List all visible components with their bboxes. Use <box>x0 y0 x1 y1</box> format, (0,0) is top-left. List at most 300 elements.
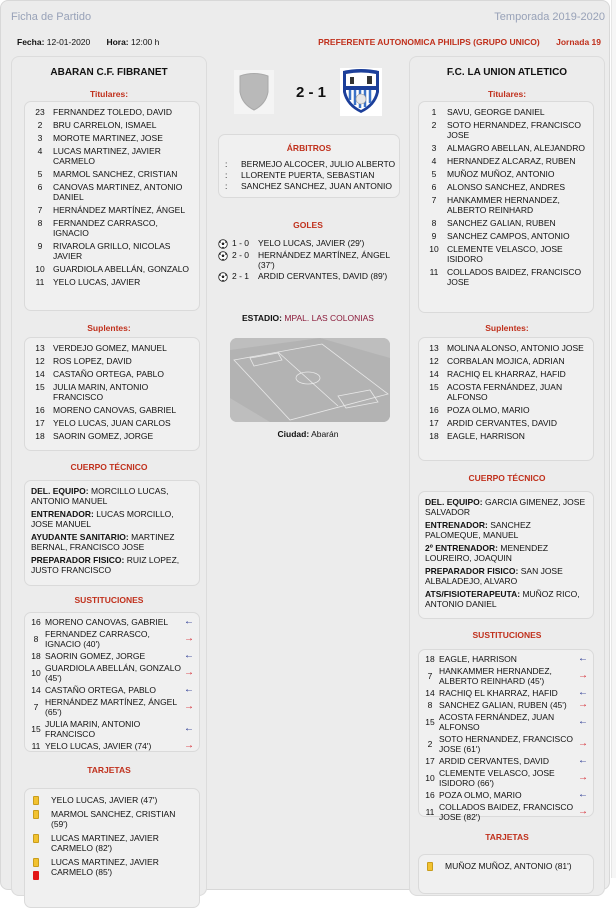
arrow-left-icon: ← <box>184 684 194 695</box>
home-starters-box <box>24 101 200 311</box>
player-name: ACOSTA FERNÁNDEZ, JUAN ALFONSO <box>447 382 563 402</box>
player-row[interactable] <box>31 431 193 441</box>
stadium-link[interactable]: MPAL. LAS COLONIAS <box>284 313 374 323</box>
sub-number: 18 <box>31 651 41 661</box>
staff-role: ENTRENADOR: <box>31 509 94 519</box>
away-bench-box <box>418 337 594 461</box>
sub-number: 10 <box>31 668 41 678</box>
player-number: 10 <box>35 264 45 274</box>
city-info <box>212 429 404 439</box>
player-row[interactable] <box>425 195 587 215</box>
yellow-card-icon <box>33 834 39 843</box>
staff-role: ENTRENADOR: <box>425 520 488 530</box>
referees-title: ÁRBITROS <box>286 143 332 153</box>
staff-name: MORCILLO LUCAS, ANTONIO MANUEL <box>31 486 169 506</box>
card-row <box>427 861 587 871</box>
player-name: RACHIQ EL KHARRAZ, HAFID <box>447 369 566 379</box>
sub-name: HANKAMMER HERNANDEZ, ALBERTO REINHARD (45') <box>439 666 552 686</box>
sub-number: 14 <box>31 685 41 695</box>
sub-number: 10 <box>425 773 435 783</box>
player-row[interactable] <box>31 343 193 353</box>
away-starters-box <box>418 101 594 313</box>
player-number: 15 <box>429 382 439 392</box>
stadium-pitch-image <box>230 338 390 422</box>
player-row[interactable] <box>425 405 587 415</box>
sub-name: ARDID CERVANTES, DAVID <box>439 756 550 766</box>
substitution-row <box>423 666 588 686</box>
la-union-crest-icon <box>340 68 382 116</box>
referees-list <box>225 159 395 192</box>
arrow-right-icon: → <box>184 701 194 712</box>
staff-name: MENENDEZ LOUREIRO, JOAQUIN <box>425 543 549 563</box>
staff-member <box>425 589 587 609</box>
sub-number: 8 <box>33 634 39 644</box>
player-row[interactable] <box>31 169 193 179</box>
sub-number: 8 <box>427 700 433 710</box>
arrow-right-icon: → <box>578 738 588 749</box>
goals-list <box>218 239 402 284</box>
player-row[interactable] <box>31 405 193 415</box>
soccer-ball-icon <box>218 272 228 282</box>
substitution-row <box>29 663 194 683</box>
date-value: 12-01-2020 <box>46 37 91 47</box>
card-player: MARMOL SANCHEZ, CRISTIAN (59') <box>51 809 176 829</box>
player-name: SAVU, GEORGE DANIEL <box>447 107 545 117</box>
player-row[interactable] <box>425 156 587 166</box>
player-name: CASTAÑO ORTEGA, PABLO <box>53 369 164 379</box>
away-subs-changes-title: SUSTITUCIONES <box>472 630 542 640</box>
staff-role: PREPARADOR FISICO: <box>425 566 519 576</box>
player-name: ARDID CERVANTES, DAVID <box>447 418 558 428</box>
goals-title: GOLES <box>293 220 323 230</box>
sub-number: 11 <box>425 807 435 817</box>
player-number: 1 <box>431 107 437 117</box>
staff-role: DEL. EQUIPO: <box>425 497 483 507</box>
player-row[interactable] <box>31 356 193 366</box>
player-name: CLEMENTE VELASCO, JOSE ISIDORO <box>447 244 563 264</box>
referee-colon: : <box>225 159 228 169</box>
player-number: 12 <box>35 356 45 366</box>
substitution-row <box>423 768 588 788</box>
player-row[interactable] <box>425 169 587 179</box>
round-label: Jornada 19 <box>556 37 601 47</box>
staff-role: 2º ENTRENADOR: <box>425 543 498 553</box>
referee-row <box>225 181 395 192</box>
referee-row <box>225 159 395 170</box>
player-number: 9 <box>431 231 437 241</box>
player-number: 12 <box>429 356 439 366</box>
sub-number: 16 <box>425 790 435 800</box>
sub-name: CASTAÑO ORTEGA, PABLO <box>45 685 156 695</box>
player-name: COLLADOS BAIDEZ, FRANCISCO JOSE <box>447 267 582 287</box>
home-subs-changes-title: SUSTITUCIONES <box>74 595 144 605</box>
goal-score: 1 - 0 <box>232 238 250 248</box>
competition-name: PREFERENTE AUTONOMICA PHILIPS (GRUPO UNICO) <box>318 37 540 47</box>
player-row[interactable] <box>425 369 587 379</box>
sub-number: 7 <box>33 702 39 712</box>
player-number: 16 <box>35 405 45 415</box>
home-starters-list <box>25 102 199 294</box>
arrow-right-icon: → <box>184 740 194 751</box>
staff-name: RUIZ LOPEZ, JUSTO FRANCISCO <box>31 555 180 575</box>
card-row <box>33 857 193 880</box>
sub-name: GUARDIOLA ABELLÁN, GONZALO (45') <box>45 663 182 683</box>
yellow-card-icon <box>33 796 39 805</box>
player-row[interactable] <box>31 264 193 274</box>
player-row[interactable] <box>31 369 193 379</box>
card-player: LUCAS MARTINEZ, JAVIER CARMELO (85') <box>51 857 159 877</box>
away-cards-list <box>419 855 593 879</box>
sub-name: MORENO CANOVAS, GABRIEL <box>45 617 169 627</box>
arrow-left-icon: ← <box>184 650 194 661</box>
staff-member <box>425 543 587 563</box>
soccer-ball-icon <box>218 251 228 261</box>
substitution-row <box>29 697 194 717</box>
player-name: HERNANDEZ ALCARAZ, RUBEN <box>447 156 576 166</box>
sub-name: SANCHEZ GALIAN, RUBEN (45') <box>439 700 567 710</box>
player-name: CANOVAS MARTINEZ, ANTONIO DANIEL <box>53 182 183 202</box>
arrow-left-icon: ← <box>578 687 588 698</box>
sub-name: YELO LUCAS, JAVIER (74') <box>45 741 152 751</box>
player-name: EAGLE, HARRISON <box>447 431 525 441</box>
player-number: 4 <box>431 156 437 166</box>
staff-member <box>31 532 193 552</box>
staff-name: SANCHEZ PALOMEQUE, MANUEL <box>425 520 531 540</box>
season-label: Temporada 2019-2020 <box>494 11 605 23</box>
referees-box <box>218 134 400 198</box>
player-name: POZA OLMO, MARIO <box>447 405 530 415</box>
player-name: MUÑOZ MUÑOZ, ANTONIO <box>447 169 555 179</box>
sub-number: 15 <box>31 724 41 734</box>
away-staff-list <box>419 492 593 617</box>
player-row[interactable] <box>425 418 587 428</box>
player-row[interactable] <box>425 343 587 353</box>
home-bench-box <box>24 337 200 451</box>
home-cards-box <box>24 788 200 908</box>
player-row[interactable] <box>425 218 587 228</box>
arrow-left-icon: ← <box>578 716 588 727</box>
away-substitutions-box <box>418 649 594 822</box>
soccer-ball-icon <box>218 239 228 249</box>
match-meta <box>17 37 601 49</box>
player-number: 18 <box>429 431 439 441</box>
player-row[interactable] <box>31 241 193 261</box>
staff-name: LUCAS MORCILLO, JOSE MANUEL <box>31 509 174 529</box>
player-name: FERNANDEZ TOLEDO, DAVID <box>53 107 173 117</box>
goal-scorer: YELO LUCAS, JAVIER (29') <box>258 238 365 248</box>
arrow-left-icon: ← <box>578 755 588 766</box>
away-staff-box <box>418 491 594 619</box>
sub-name: SOTO HERNANDEZ, FRANCISCO JOSE (61') <box>439 734 573 754</box>
substitution-row <box>29 741 194 751</box>
away-bench-list <box>419 338 593 448</box>
player-name: ALMAGRO ABELLAN, ALEJANDRO <box>447 143 585 153</box>
goal-row <box>218 251 402 270</box>
player-number: 4 <box>37 146 43 156</box>
sub-number: 7 <box>427 671 433 681</box>
sub-name: RACHIQ EL KHARRAZ, HAFID <box>439 688 558 698</box>
staff-name: MUÑOZ RICO, ANTONIO DANIEL <box>425 589 580 609</box>
city-value: Abarán <box>311 429 339 439</box>
away-cards-box <box>418 854 594 894</box>
sub-number: 17 <box>425 756 435 766</box>
player-row[interactable] <box>31 133 193 143</box>
player-number: 15 <box>35 382 45 392</box>
card-row <box>33 833 193 853</box>
city-label: Ciudad: <box>277 429 310 439</box>
staff-role: DEL. EQUIPO: <box>31 486 89 496</box>
player-number: 5 <box>37 169 43 179</box>
home-staff-title: CUERPO TÉCNICO <box>70 462 148 472</box>
player-number: 7 <box>431 195 437 205</box>
player-number: 13 <box>429 343 439 353</box>
arrow-left-icon: ← <box>578 789 588 800</box>
substitution-row <box>423 756 588 766</box>
substitution-row <box>29 629 194 649</box>
player-number: 14 <box>429 369 439 379</box>
player-name: MOROTE MARTINEZ, JOSE <box>53 133 163 143</box>
player-number: 16 <box>429 405 439 415</box>
arrow-right-icon: → <box>578 772 588 783</box>
player-number: 9 <box>37 241 43 251</box>
arrow-right-icon: → <box>184 633 194 644</box>
player-number: 17 <box>35 418 45 428</box>
yellow-card-icon <box>33 858 39 867</box>
red-card-icon <box>33 871 39 880</box>
date-label: Fecha: <box>17 37 45 47</box>
player-row[interactable] <box>31 107 193 117</box>
player-row[interactable] <box>31 382 193 402</box>
player-name: YELO LUCAS, JAVIER <box>53 277 141 287</box>
substitution-row <box>423 688 588 698</box>
home-cards-title: TARJETAS <box>87 765 131 775</box>
player-row[interactable] <box>425 382 587 402</box>
player-row[interactable] <box>31 205 193 215</box>
home-subs-title: Suplentes: <box>87 323 131 333</box>
substitution-row <box>29 685 194 695</box>
sub-number: 2 <box>427 739 433 749</box>
home-team-panel <box>11 56 207 896</box>
home-substitutions-list <box>25 613 199 756</box>
player-name: HERNÁNDEZ MARTÍNEZ, ÁNGEL <box>53 205 186 215</box>
goal-score: 2 - 0 <box>232 250 250 260</box>
card-row <box>33 795 193 805</box>
player-row[interactable] <box>425 231 587 241</box>
player-number: 11 <box>35 277 45 287</box>
sub-name: JULIA MARIN, ANTONIO FRANCISCO <box>45 719 141 739</box>
sub-name: FERNANDEZ CARRASCO, IGNACIO (40') <box>45 629 150 649</box>
player-number: 5 <box>431 169 437 179</box>
sub-number: 11 <box>31 741 41 751</box>
player-row[interactable] <box>31 146 193 166</box>
home-starters-title: Titulares: <box>89 89 129 99</box>
player-row[interactable] <box>31 418 193 428</box>
yellow-card-icon <box>33 810 39 819</box>
sub-name: ACOSTA FERNÁNDEZ, JUAN ALFONSO <box>439 712 555 732</box>
sub-name: COLLADOS BAIDEZ, FRANCISCO JOSE (82') <box>439 802 574 822</box>
player-number: 2 <box>431 120 437 130</box>
player-row[interactable] <box>425 356 587 366</box>
player-name: CORBALAN MOJICA, ADRIAN <box>447 356 565 366</box>
player-row[interactable] <box>425 120 587 140</box>
player-number: 6 <box>37 182 43 192</box>
arrow-right-icon: → <box>578 699 588 710</box>
away-cards-title: TARJETAS <box>485 832 529 842</box>
goal-row <box>218 239 402 249</box>
goal-row <box>218 272 402 282</box>
home-cards-list <box>25 789 199 888</box>
staff-role: PREPARADOR FISICO: <box>31 555 125 565</box>
page-scrollbar[interactable] <box>611 0 616 878</box>
staff-name: GARCIA GIMENEZ, JOSE SALVADOR <box>425 497 586 517</box>
away-staff-title: CUERPO TÉCNICO <box>468 473 546 483</box>
player-name: MARMOL SANCHEZ, CRISTIAN <box>53 169 178 179</box>
time-label: Hora: <box>106 37 129 47</box>
substitution-row <box>29 617 194 627</box>
player-row[interactable] <box>425 107 587 117</box>
player-number: 6 <box>431 182 437 192</box>
player-row[interactable] <box>31 182 193 202</box>
player-row[interactable] <box>425 431 587 441</box>
player-name: HANKAMMER HERNANDEZ, ALBERTO REINHARD <box>447 195 560 215</box>
away-starters-list <box>419 102 593 294</box>
player-name: BRU CARRELON, ISMAEL <box>53 120 157 130</box>
top-bar <box>11 11 605 25</box>
arrow-right-icon: → <box>578 670 588 681</box>
staff-role: AYUDANTE SANITARIO: <box>31 532 129 542</box>
sub-name: EAGLE, HARRISON <box>439 654 517 664</box>
sub-number: 16 <box>31 617 41 627</box>
player-number: 18 <box>35 431 45 441</box>
home-team-name: ABARAN C.F. FIBRANET <box>50 67 168 78</box>
yellow-card-icon <box>427 862 433 871</box>
away-starters-title: Titulares: <box>487 89 527 99</box>
yellow-red-card-icon <box>33 857 39 880</box>
staff-role: ATS/FISIOTERAPEUTA: <box>425 589 521 599</box>
card-player: LUCAS MARTINEZ, JAVIER CARMELO (82') <box>51 833 159 853</box>
player-name: SOTO HERNANDEZ, FRANCISCO JOSE <box>447 120 581 140</box>
arrow-right-icon: → <box>184 667 194 678</box>
referee-colon: : <box>225 181 228 191</box>
arrow-left-icon: ← <box>184 723 194 734</box>
card-player: YELO LUCAS, JAVIER (47') <box>51 795 158 805</box>
player-name: ROS LOPEZ, DAVID <box>53 356 132 366</box>
player-name: RIVAROLA GRILLO, NICOLAS JAVIER <box>53 241 171 261</box>
player-row[interactable] <box>425 182 587 192</box>
substitution-row <box>423 790 588 800</box>
home-bench-list <box>25 338 199 448</box>
arrow-left-icon: ← <box>578 653 588 664</box>
player-number: 3 <box>431 143 437 153</box>
player-name: SAORIN GOMEZ, JORGE <box>53 431 154 441</box>
referee-name: SANCHEZ SANCHEZ, JUAN ANTONIO <box>241 181 392 191</box>
arrow-left-icon: ← <box>184 616 194 627</box>
substitution-row <box>29 651 194 661</box>
player-name: SANCHEZ CAMPOS, ANTONIO <box>447 231 570 241</box>
away-team-name: F.C. LA UNION ATLETICO <box>446 67 568 78</box>
home-staff-box <box>24 480 200 586</box>
player-name: SANCHEZ GALIAN, RUBEN <box>447 218 556 228</box>
sub-name: POZA OLMO, MARIO <box>439 790 522 800</box>
time-value: 12:00 h <box>131 37 160 47</box>
referee-name: BERMEJO ALCOCER, JULIO ALBERTO <box>241 159 396 169</box>
player-row[interactable] <box>425 143 587 153</box>
player-number: 3 <box>37 133 43 143</box>
referee-colon: : <box>225 170 228 180</box>
staff-member <box>31 509 193 529</box>
player-name: YELO LUCAS, JUAN CARLOS <box>53 418 171 428</box>
staff-member <box>31 486 193 506</box>
shield-placeholder-icon <box>234 70 274 114</box>
staff-name: MARTINEZ BERNAL, FRANCISCO JOSE <box>31 532 175 552</box>
arrow-right-icon: → <box>578 806 588 817</box>
sub-number: 18 <box>425 654 435 664</box>
player-number: 11 <box>429 267 439 277</box>
player-name: JULIA MARIN, ANTONIO FRANCISCO <box>53 382 149 402</box>
player-number: 2 <box>37 120 43 130</box>
player-name: FERNANDEZ CARRASCO, IGNACIO <box>53 218 158 238</box>
goal-score: 2 - 1 <box>232 271 250 281</box>
substitution-row <box>423 712 588 732</box>
player-name: MOLINA ALONSO, ANTONIO JOSE <box>447 343 584 353</box>
match-score: 2 - 1 <box>295 84 326 101</box>
card-row <box>33 809 193 829</box>
home-staff-list <box>25 481 199 583</box>
substitution-row <box>423 802 588 822</box>
substitution-row <box>423 734 588 754</box>
page-title: Ficha de Partido <box>11 11 92 23</box>
stadium-label: ESTADIO: <box>242 313 282 323</box>
sub-number: 14 <box>425 688 435 698</box>
staff-member <box>425 520 587 540</box>
player-number: 7 <box>37 205 43 215</box>
player-name: GUARDIOLA ABELLÁN, GONZALO <box>53 264 190 274</box>
sub-number: 15 <box>425 717 435 727</box>
player-number: 10 <box>429 244 439 254</box>
home-substitutions-box <box>24 612 200 752</box>
staff-name: SAN JOSE ALBALADEJO, ALVARO <box>425 566 563 586</box>
player-number: 8 <box>431 218 437 228</box>
away-subs-title: Suplentes: <box>485 323 529 333</box>
substitution-row <box>423 700 588 710</box>
goal-scorer: HERNÁNDEZ MARTÍNEZ, ÁNGEL (37') <box>258 250 390 270</box>
player-row[interactable] <box>425 267 587 287</box>
player-row[interactable] <box>31 120 193 130</box>
player-name: LUCAS MARTINEZ, JAVIER CARMELO <box>53 146 161 166</box>
player-name: ALONSO SANCHEZ, ANDRES <box>447 182 566 192</box>
player-row[interactable] <box>31 218 193 238</box>
player-name: VERDEJO GOMEZ, MANUEL <box>53 343 167 353</box>
goal-scorer: ARDID CERVANTES, DAVID (89') <box>258 271 388 281</box>
substitution-row <box>29 719 194 739</box>
player-row[interactable] <box>31 277 193 287</box>
player-number: 17 <box>429 418 439 428</box>
staff-member <box>425 497 587 517</box>
player-number: 8 <box>37 218 43 228</box>
sub-name: SAORIN GOMEZ, JORGE <box>45 651 146 661</box>
away-team-panel <box>409 56 605 896</box>
staff-member <box>425 566 587 586</box>
player-number: 14 <box>35 369 45 379</box>
card-player: MUÑOZ MUÑOZ, ANTONIO (81') <box>445 861 572 871</box>
away-substitutions-list <box>419 650 593 827</box>
player-number: 13 <box>35 343 45 353</box>
player-name: MORENO CANOVAS, GABRIEL <box>53 405 177 415</box>
sub-name: HERNÁNDEZ MARTÍNEZ, ÁNGEL (65') <box>45 697 177 717</box>
player-row[interactable] <box>425 244 587 264</box>
referee-name: LLORENTE PUERTA, SEBASTIAN <box>241 170 375 180</box>
staff-member <box>31 555 193 575</box>
